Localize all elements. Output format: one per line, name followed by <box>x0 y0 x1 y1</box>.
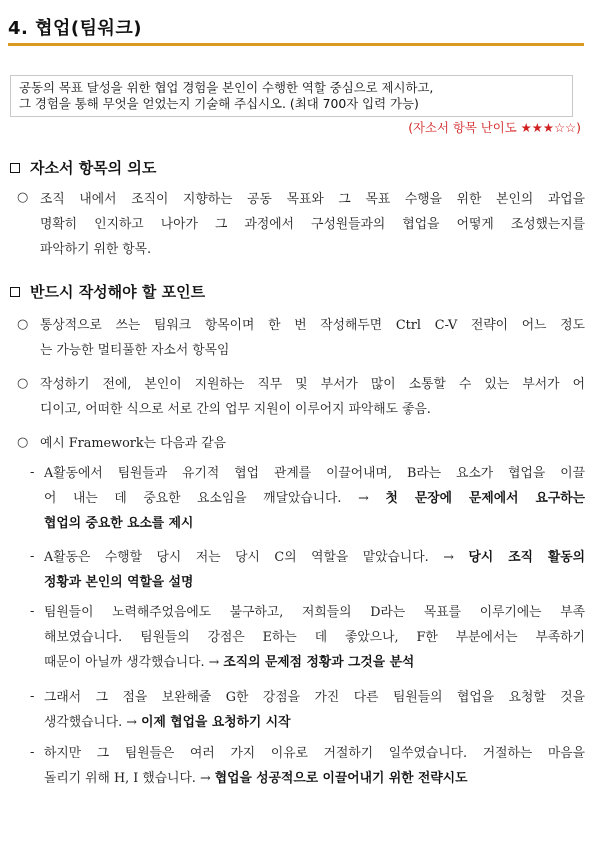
emphasis-text: 협업을 성공적으로 이끌어내기 위한 전략시도 <box>214 771 468 786</box>
page-title: 4. 협업(팀워크) <box>8 18 143 39</box>
point-item-3 <box>40 431 585 456</box>
circle-bullet-icon: ○ <box>17 435 29 450</box>
example-item-3 <box>44 600 585 675</box>
example-item-2 <box>44 545 585 595</box>
dash-bullet: - <box>30 745 35 760</box>
question-box <box>10 75 573 117</box>
example-item-1 <box>44 461 585 536</box>
example-item-4 <box>44 685 585 735</box>
text-line: 작성하기 전에, 본인이 지원하는 직무 및 부서가 많이 소통할 수 있는 부서가 어 <box>40 377 585 392</box>
text-line: 때문이 아닐까 생각했습니다. → 조직의 문제점 정황과 그것을 분석 <box>44 655 415 670</box>
section-heading-points <box>10 281 205 302</box>
text-line: 해보였습니다. 팀원들의 강점은 E하는 데 좋았으나, F한 부분에서는 부족하기 <box>44 630 585 645</box>
text-line: A활동은 수행할 당시 저는 당시 C의 역할을 맡았습니다. → 당시 조직 활동의 <box>44 550 585 565</box>
dash-bullet: - <box>30 689 35 704</box>
emphasis-text: 협업의 중요한 요소를 제시 <box>44 516 194 531</box>
text-line: 예시 Framework는 다음과 같음 <box>40 436 226 451</box>
text-line <box>44 511 585 536</box>
section-heading-intent <box>10 157 156 178</box>
difficulty-rating: (자소서 항목 난이도 ★★★☆☆) <box>408 120 581 135</box>
dash-bullet: - <box>30 604 35 619</box>
text-line: 통상적으로 쓰는 팀워크 항목이며 한 번 작성해두면 Ctrl C-V 전략이 어느 정도 <box>40 318 585 333</box>
circle-bullet-icon: ○ <box>17 317 29 332</box>
section-heading-text: 반드시 작성해야 할 포인트 <box>30 283 206 301</box>
section-heading-text: 자소서 항목의 의도 <box>30 159 157 177</box>
question-line-2: 그 경험을 통해 무엇을 얻었는지 기술해 주십시오. (최대 700자 입력 가능) <box>19 96 419 111</box>
emphasis-text: 정황과 본인의 역할을 설명 <box>44 575 194 590</box>
emphasis-text: 첫 문장에 문제에서 요구하는 <box>385 491 585 506</box>
example-item-5 <box>44 741 585 791</box>
text-line <box>44 570 585 595</box>
text-line: 돌리기 위해 H, I 했습니다. → 협업을 성공적으로 이끌어내기 위한 전략시도 <box>44 771 468 786</box>
title-underline <box>8 43 584 46</box>
emphasis-text: 조직의 문제점 정황과 그것을 분석 <box>223 655 415 670</box>
emphasis-text: 이제 협업을 요청하기 시작 <box>141 715 291 730</box>
text-line: A활동에서 팀원들과 유기적 협업 관계를 이끌어내며, B라는 요소가 협업을 이끌 <box>44 466 585 481</box>
checkbox-square-icon <box>10 163 20 173</box>
emphasis-text: 당시 조직 활동의 <box>468 550 585 565</box>
text-line: 그래서 그 점을 보완해줄 G한 강점을 가진 다른 팀원들의 협업을 요청할 것을 <box>44 690 585 705</box>
text-line: 하지만 그 팀원들은 여러 가지 이유로 거절하기 일쑤였습니다. 거절하는 마음을 <box>44 746 585 761</box>
point-item-1 <box>40 313 585 363</box>
text-line: 팀원들이 노력해주었음에도 불구하고, 저희들의 D라는 목표를 이루기에는 부족 <box>44 605 585 620</box>
text-line: 어 내는 데 중요한 요소임을 깨달았습니다. → 첫 문장에 문제에서 요구하는 <box>44 491 585 506</box>
intent-paragraph <box>40 187 585 262</box>
text-line: 는 가능한 멀티풀한 자소서 항목임 <box>40 343 230 358</box>
point-item-2 <box>40 372 585 422</box>
checkbox-square-icon <box>10 287 20 297</box>
question-line-1: 공동의 목표 달성을 위한 협업 경험을 본인이 수행한 역할 중심으로 제시하고, <box>19 80 434 95</box>
text-line: 디이고, 어떠한 식으로 서로 간의 업무 지원이 이루어지 파악해도 좋음. <box>40 402 431 417</box>
text-line: 생각했습니다. → 이제 협업을 요청하기 시작 <box>44 715 291 730</box>
circle-bullet-icon: ○ <box>17 376 29 391</box>
text-line: 명확히 인지하고 나아가 그 과정에서 구성원들과의 협업을 어떻게 조성했는지를 <box>40 217 585 232</box>
dash-bullet: - <box>30 465 35 480</box>
dash-bullet: - <box>30 549 35 564</box>
text-line: 파악하기 위한 항목. <box>40 242 152 257</box>
text-line: 조직 내에서 조직이 지향하는 공동 목표와 그 목표 수행을 위한 본인의 과업을 <box>40 192 585 207</box>
circle-bullet-icon: ○ <box>17 190 29 205</box>
